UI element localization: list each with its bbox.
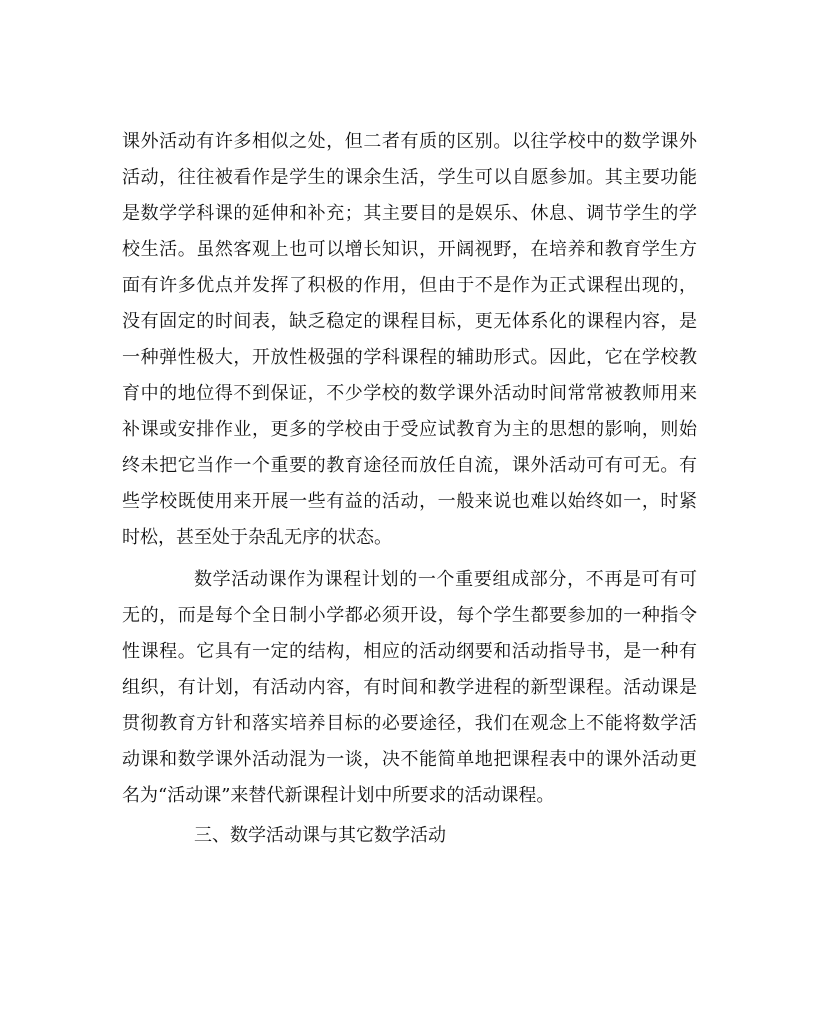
text-line: 名为“活动课”来替代新课程计划中所要求的活动课程。 — [122, 785, 555, 806]
paragraph-1 — [122, 124, 697, 556]
text-line: 育中的地位得不到保证，不少学校的数学课外活动时间常常被教师用来 — [122, 383, 697, 404]
text-line: 是数学学科课的延伸和补充；其主要目的是娱乐、休息、调节学生的学 — [122, 203, 697, 224]
text-line: 无的，而是每个全日制小学都必须开设，每个学生都要参加的一种指令 — [122, 605, 697, 626]
text-line: 性课程。它具有一定的结构，相应的活动纲要和活动指导书，是一种有 — [122, 641, 697, 662]
text-line: 面有许多优点并发挥了积极的作用，但由于不是作为正式课程出现的， — [122, 275, 697, 296]
paragraph-2 — [122, 562, 697, 814]
text-line: 补课或安排作业，更多的学校由于受应试教育为主的思想的影响，则始 — [122, 419, 697, 440]
text-line: 些学校既使用来开展一些有益的活动，一般来说也难以始终如一，时紧 — [122, 491, 697, 512]
text-line: 校生活。虽然客观上也可以增长知识，开阔视野，在培养和教育学生方 — [122, 239, 697, 260]
text-line: 数学活动课作为课程计划的一个重要组成部分，不再是可有可 — [194, 569, 697, 590]
text-line: 贯彻教育方针和落实培养目标的必要途径，我们在观念上不能将数学活 — [122, 713, 697, 734]
text-line: 终未把它当作一个重要的教育途径而放任自流，课外活动可有可无。有 — [122, 455, 697, 476]
text-line: 组织，有计划，有活动内容，有时间和教学进程的新型课程。活动课是 — [122, 677, 697, 698]
text-line: 时松，甚至处于杂乱无序的状态。 — [122, 527, 392, 548]
section-heading — [122, 818, 697, 854]
section-heading-text: 三、数学活动课与其它数学活动 — [194, 825, 446, 846]
text-line: 一种弹性极大，开放性极强的学科课程的辅助形式。因此，它在学校教 — [122, 347, 697, 368]
text-line: 课外活动有许多相似之处，但二者有质的区别。以往学校中的数学课外 — [122, 131, 697, 152]
document-body — [122, 124, 697, 854]
text-line: 没有固定的时间表，缺乏稳定的课程目标，更无体系化的课程内容，是 — [122, 311, 697, 332]
text-line: 动课和数学课外活动混为一谈，决不能简单地把课程表中的课外活动更 — [122, 749, 697, 770]
text-line: 活动，往往被看作是学生的课余生活，学生可以自愿参加。其主要功能 — [122, 167, 697, 188]
